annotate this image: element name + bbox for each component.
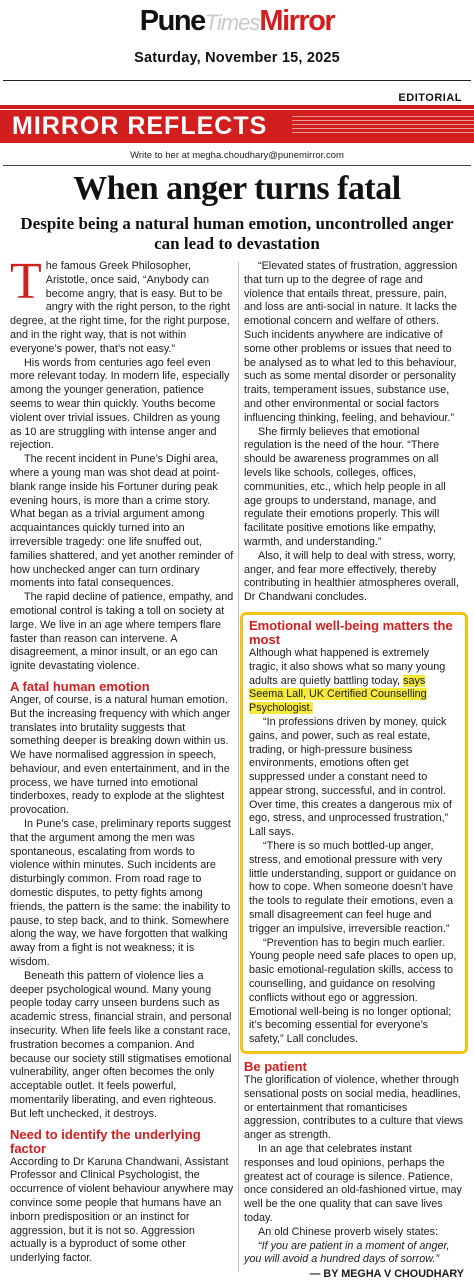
intro-paragraph: [10, 253, 234, 357]
masthead: [0, 0, 474, 70]
newspaper-logo: [0, 6, 474, 41]
issue-date: Saturday, November 15, 2025: [134, 50, 340, 66]
author-contact: Write to her at megha.choudhary@punemirror.com: [130, 150, 344, 161]
column-banner: [0, 110, 474, 143]
box-paragraph: “Prevention has to begin much earlier. Young people need safe places to open up, basic emotional-regulation skills, access to counselling, and guidance on resolving conflicts without ego or aggression. Emotional well-being is no longer optional; it’s becoming essential for everyone’s safety,” Lall concludes.: [249, 936, 457, 1046]
top-rule: [3, 80, 471, 81]
body-paragraph: The rapid decline of patience, empathy, and emotional control is taking a toll on society at large. We live in an age where tempers flare faster than reason can intervene. A disagreement, a minor insult, or an ego can ignite devastating violence.: [10, 591, 234, 673]
byline: — BY MEGHA V CHOUDHARY: [309, 1268, 464, 1280]
banner-title: MIRROR REFLECTS: [12, 112, 268, 140]
article-column-left: [10, 253, 234, 1266]
column-divider: [238, 262, 239, 1272]
subheading-be-patient: Be patient: [244, 1059, 307, 1075]
box-text: Although what happened is extremely tragic, it also shows what so many young adults are quietly battling today,: [249, 646, 446, 687]
box-paragraph: “In professions driven by money, quick gains, and power, such as real estate, trading, or high-pressure business environments, emotions often get suppressed under a constant need to appear strong, successful, and in control. Over time, this creates a dangerous mix of ego, stress, and unprocessed frustration,” Lall says.: [249, 715, 452, 839]
body-paragraph: According to Dr Karuna Chandwani, Assistant Professor and Clinical Psychologist, the occurrence of violent behaviour anywhere may convince some people that humans have an inborn predisposition or an instinct for aggression, but it is not so. Aggression actually is a byproduct of some other underlying factor.: [10, 1155, 234, 1265]
box-paragraph: “There is so much bottled-up anger, stress, and emotional pressure with very little understanding, support or guidance on how to cope. When someone doesn’t have the tools to regulate their emotions, even a small disagreement can feel huge and trigger an impulsive, irreversible reaction.”: [249, 840, 457, 935]
body-paragraph: In an age that celebrates instant responses and loud opinions, perhaps the greatest act of courage is silence. Patience, once considered an old-fashioned virtue, may well be the one quality that can save lives today.: [244, 1143, 462, 1224]
body-paragraph: She firmly believes that emotional regulation is the need of the hour. “There should be awareness programmes on all levels like schools, colleges, offices, communities, etc., which help people in all age groups to understand, manage, and regulate their emotions properly. This will facilitate positive emotions like empathy, warmth, and understanding.”: [244, 425, 446, 548]
body-paragraph: Also, it will help to deal with stress, worry, anger, and fear more effectively, thereby contributing in healthier atmospheres overall, Dr Chandwani concludes.: [244, 549, 459, 604]
body-paragraph: The recent incident in Pune’s Dighi area, where a young man was shot dead at point-blank range inside his Fortuner during peak evening hours, is more than a crime story. What began as a trivial argument among acquaintances quickly turned into an irreversible tragedy: one life snuffed out, families shattered, and yet another reminder of how unchecked anger can turn ordinary moments into fatal consequences.: [10, 453, 234, 590]
body-paragraph: The glorification of violence, whether through sensational posts on social media, headlines, or entertainment that romanticises aggression, contributes to a culture that views anger as strength.: [244, 1074, 464, 1142]
body-paragraph: His words from centuries ago feel even more relevant today. In modern life, especially among the younger generation, patience seems to wear thin quickly. Youths become violent over trivial issues. Children as young as 10 are struggling with intense anger and rejection.: [10, 356, 230, 452]
highlight-box: [240, 612, 468, 1054]
drop-cap: T: [10, 253, 42, 310]
subheading-underlying-factor: Need to identify the underlying factor: [10, 1126, 201, 1156]
closing-proverb: “If you are patient in a moment of anger, you will avoid a hundred days of sorrow.”: [244, 1239, 450, 1266]
section-label: EDITORIAL: [398, 92, 462, 104]
body-paragraph: Anger, of course, is a natural human emotion. But the increasing frequency with which anger translates into brutality suggests that something deeper is breaking down within us. We have normalised aggression in speech, behaviour, and even entertainment, and in the process, we have turned into emotional tinderboxes, ready to explode at the slightest provocation.: [10, 693, 231, 817]
banner-stripe: [0, 105, 474, 109]
article-deck: Despite being a natural human emotion, uncontrolled anger can lead to devastation: [20, 214, 454, 253]
body-paragraph: In Pune’s case, preliminary reports suggest that the argument among the men was spontaneous, escalating from words to violence within minutes. Such incidents are disturbingly common. From road rage to domestic disputes, to petty fights among friends, the pattern is the same: the inability to pause, to step back, and to think. Somewhere along the way, we have forgotten that walking away from a fight is not weakness; it is wisdom.: [10, 818, 231, 969]
logo-times: Times: [204, 10, 260, 35]
banner-hatch-decoration: [292, 116, 474, 136]
body-paragraph: “Elevated states of frustration, aggression that turn up to the degree of rage and violence that entails threat, pressure, pain, and loss are anti-social in nature. It lacks the emotional concern and welfare of others. Such incidents anywhere are indicative of some other problems or issues that need to be analysed as to what led to this behaviour, such as some mental disorder or personality traits, temperament issues, substance use, and other environmental or social factors influencing thinking, feeling, and behaviour.”: [244, 260, 458, 424]
body-paragraph: An old Chinese proverb wisely states:: [258, 1225, 439, 1238]
logo-pune: Pune: [139, 5, 205, 37]
body-paragraph: Beneath this pattern of violence lies a deeper psychological wound. Many young people today carry unseen burdens such as academic stress, financial strain, and personal insecurity. When life feels like a constant race, frustration becomes a companion. And because our society still stigmatises emotional vulnerability, anger often becomes the only acceptable outlet. It feels powerful, momentarily liberating, and even righteous. But left unchecked, it destroys.: [10, 969, 232, 1120]
header-rule: [3, 165, 471, 166]
subheading-fatal-emotion: A fatal human emotion: [10, 678, 150, 694]
article-headline: When anger turns fatal: [73, 170, 401, 207]
box-paragraph: [249, 647, 459, 716]
highlighted-quote: says Seema Lall, UK Certified Counselling Psychologist.: [249, 674, 427, 715]
subheading-emotional-wellbeing: Emotional well-being matters the most: [249, 617, 453, 647]
article-column-right: [244, 260, 464, 1280]
intro-text: he famous Greek Philosopher, Aristotle, once said, “Anybody can become angry, that is easy. But to be angry with the right person, to the right degree, at the right time, for the right purpose, and in the right way, that is not within everyone’s power, that’s not easy.”: [10, 260, 231, 355]
logo-mirror: Mirror: [259, 5, 335, 37]
